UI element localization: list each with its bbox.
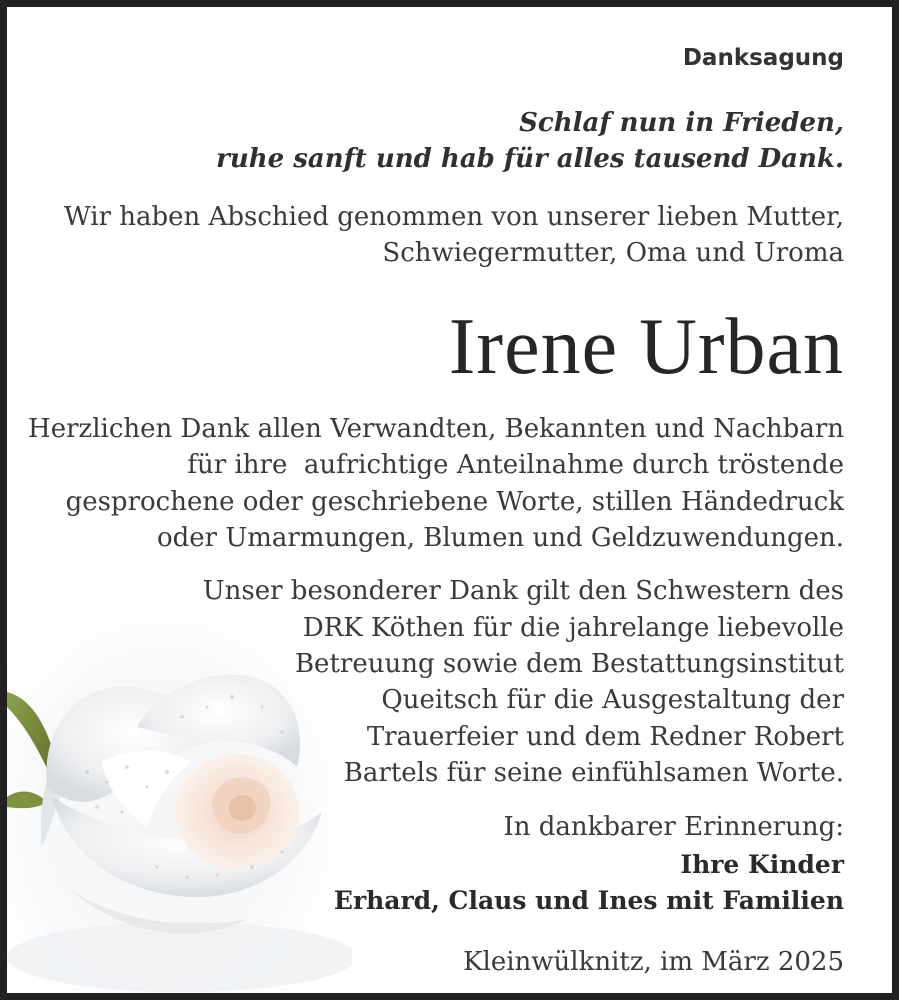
closing-phrase: In dankbarer Erinnerung: — [503, 812, 844, 842]
intro-line-1: Wir haben Abschied genommen von unserer lieben Mutter, — [64, 202, 844, 232]
quote-line-2: ruhe sanft und hab für alles tausend Dank. — [216, 144, 844, 174]
special-thanks-line: Unser besonderer Dank gilt den Schwestern des — [202, 576, 844, 606]
thanks-line: Herzlichen Dank allen Verwandten, Bekannten und Nachbarn — [28, 414, 844, 444]
thanks-line: oder Umarmungen, Blumen und Geldzuwendungen. — [156, 523, 844, 553]
special-thanks-line: DRK Köthen für die jahrelange liebevolle — [302, 613, 844, 643]
signatory-line-2: Erhard, Claus und Ines mit Familien — [333, 886, 844, 915]
special-thanks-line: Betreuung sowie dem Bestattungsinstitut — [294, 649, 844, 679]
intro-line-2: Schwiegermutter, Oma und Uroma — [382, 238, 844, 268]
special-thanks-line: Trauerfeier und dem Redner Robert — [366, 722, 844, 752]
signatory-line-1: Ihre Kinder — [680, 850, 844, 879]
special-thanks-line: Queitsch für die Ausgestaltung der — [381, 685, 844, 715]
quote-line-1: Schlaf nun in Frieden, — [519, 108, 844, 138]
thanks-line: gesprochene oder geschriebene Worte, stillen Händedruck — [65, 487, 844, 517]
place-and-date: Kleinwülknitz, im März 2025 — [463, 947, 844, 977]
special-thanks-line: Bartels für seine einfühlsamen Worte. — [343, 758, 844, 788]
deceased-name: Irene Urban — [448, 303, 844, 391]
notice-text — [28, 7, 844, 993]
thanks-line: für ihre aufrichtige Anteilnahme durch tröstende — [187, 450, 844, 480]
notice-heading: Danksagung — [682, 45, 844, 71]
